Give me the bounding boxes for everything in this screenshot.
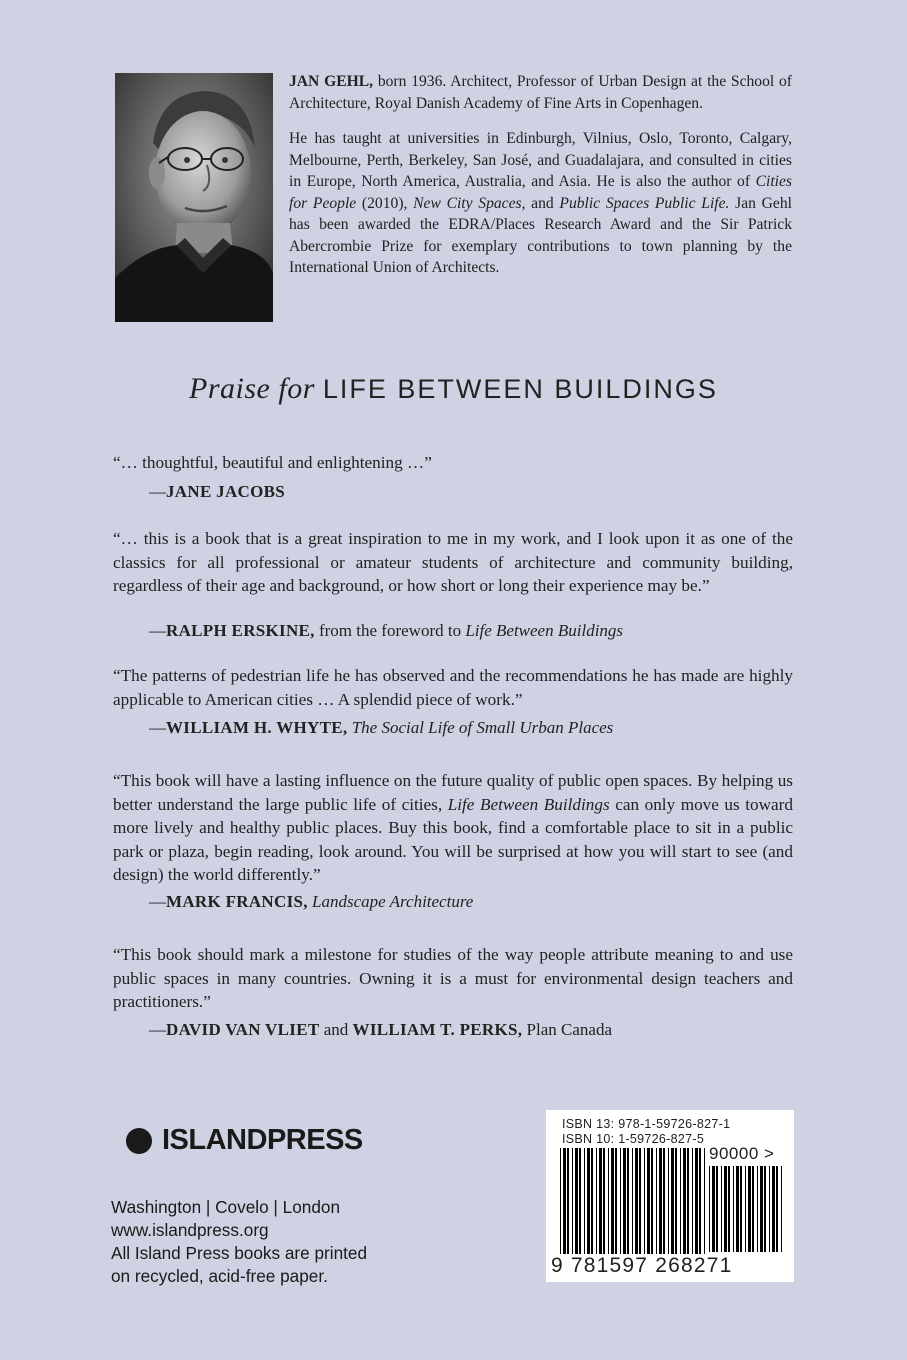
barcode-bar: [745, 1166, 746, 1252]
dash: —: [149, 482, 166, 501]
barcode-bar: [680, 1148, 681, 1254]
bio-text-2: (2010),: [356, 194, 414, 212]
barcode-bar: [587, 1148, 590, 1254]
barcode-bar: [599, 1148, 602, 1254]
publisher-note-1: All Island Press books are printed: [111, 1243, 368, 1263]
attribution-3: [149, 717, 613, 739]
attribution-name: RALPH ERSKINE,: [166, 621, 315, 640]
quote-3: “The patterns of pedestrian life he has observed and the recommendations he has made are highly applicable to American cities … A splendid piece of work.”: [113, 666, 793, 709]
barcode-bar: [584, 1148, 585, 1254]
attribution-source-title: Life Between Buildings: [465, 621, 624, 640]
attribution-name: MARK FRANCIS,: [166, 892, 308, 911]
attribution-source-title: The Social Life of Small Urban Places: [351, 718, 614, 737]
dash: —: [149, 621, 166, 640]
barcode-bar: [764, 1166, 766, 1252]
barcode-bar: [724, 1166, 727, 1252]
dash: —: [149, 718, 166, 737]
publisher-website: www.islandpress.org: [111, 1220, 269, 1240]
bio-intro: [289, 71, 792, 114]
quote-2: “… this is a book that is a great inspiration to me in my work, and I look upon it as one of the classics for all professional or amateur students of architecture and community building, regardless of their age and background, or how short or long their experience may be.”: [113, 529, 793, 595]
bio-text-3: and: [525, 194, 560, 212]
barcode-bar: [615, 1148, 617, 1254]
quote-1: “… thoughtful, beautiful and enlightening …”: [113, 453, 432, 472]
barcode-bar: [692, 1148, 693, 1254]
quote-5: “This book should mark a milestone for studies of the way people attribute meaning to and use public spaces in many countries. Owning it is a must for environmental design teachers and practitioners.”: [113, 945, 793, 1011]
barcode-bar: [560, 1148, 561, 1254]
barcode-bar: [644, 1148, 645, 1254]
bio-text-4: Jan Gehl has been awarded the EDRA/Places Research Award and the Sir Patrick Abercrombie Prize for exemplary contributions to town planning by the International Union of Architects.: [289, 194, 792, 276]
publisher-locations: Washington | Covelo | London: [111, 1197, 341, 1217]
bio-intro-text: born 1936. Architect, Professor of Urban Design at the School of Architecture, Royal Danish Academy of Fine Arts in Copenhagen.: [289, 73, 792, 112]
barcode-bar: [752, 1166, 754, 1252]
barcode-bar: [647, 1148, 650, 1254]
attribution-name: WILLIAM H. WHYTE,: [166, 718, 348, 737]
bio-details: [289, 128, 792, 279]
barcode-bar: [721, 1166, 722, 1252]
book-title-1: Cities for People: [289, 173, 792, 212]
ean-digits: 9 781597 268271: [551, 1254, 733, 1277]
barcode-bar: [736, 1166, 739, 1252]
author-bio: [289, 71, 792, 293]
barcode-bar: [671, 1148, 674, 1254]
attribution-source: Plan Canada: [522, 1020, 612, 1039]
barcode-bar: [728, 1166, 730, 1252]
attribution-1: [149, 481, 285, 503]
bio-text-1: He has taught at universities in Edinburgh, Vilnius, Oslo, Toronto, Calgary, Melbourne, Perth, Berkeley, San José, and Guadalajara, and consulted in cities in Europe, North America, Australia, and Asia. He is also the author of: [289, 130, 792, 190]
barcode-bar: [567, 1148, 569, 1254]
barcode-bar: [683, 1148, 686, 1254]
barcode-bar: [712, 1166, 715, 1252]
barcode-bar: [776, 1166, 778, 1252]
barcode-bar: [748, 1166, 751, 1252]
barcode-bar: [772, 1166, 775, 1252]
barcode-bar: [579, 1148, 581, 1254]
addon-barcode-bars: [709, 1166, 785, 1254]
barcode-bar: [675, 1148, 677, 1254]
barcode-bar: [709, 1166, 710, 1252]
isbn-10: ISBN 10: 1-59726-827-5: [562, 1132, 705, 1146]
barcode-bar: [687, 1148, 689, 1254]
attribution-name: JANE JACOBS: [166, 482, 286, 501]
barcode-bar: [656, 1148, 657, 1254]
barcode-bar: [663, 1148, 665, 1254]
barcode-bar: [608, 1148, 609, 1254]
quote-book-title: Life Between Buildings: [447, 794, 610, 814]
dash: —: [149, 1020, 166, 1039]
barcode-bar: [635, 1148, 638, 1254]
price-code: 90000 >: [709, 1144, 775, 1163]
barcode-bar: [716, 1166, 718, 1252]
dash: —: [149, 892, 166, 911]
barcode-bar: [639, 1148, 641, 1254]
island-press-wordmark: ISLANDPRESS: [162, 1124, 363, 1156]
barcode-bar: [611, 1148, 614, 1254]
quote-text: “This book will have a lasting influence on the future quality of public open spaces. By helping us better understand the large public life of cities,: [113, 771, 793, 814]
attribution-source-title: Landscape Architecture: [312, 892, 474, 911]
barcode-bar: [659, 1148, 662, 1254]
isbn-barcode: [546, 1110, 794, 1282]
barcode-bar: [781, 1166, 782, 1252]
isbn-13: ISBN 13: 978-1-59726-827-1: [562, 1117, 731, 1131]
barcode-bar: [740, 1166, 742, 1252]
barcode-bar: [632, 1148, 633, 1254]
barcode-bar: [623, 1148, 626, 1254]
barcode-bar: [695, 1148, 698, 1254]
barcode-bar: [575, 1148, 578, 1254]
attribution-name: WILLIAM T. PERKS,: [352, 1020, 523, 1039]
publisher-note-2: on recycled, acid-free paper.: [111, 1266, 328, 1286]
book-title-2: New City Spaces,: [413, 194, 526, 212]
barcode-bar: [596, 1148, 597, 1254]
attribution-4: [149, 891, 473, 913]
barcode-bar: [563, 1148, 566, 1254]
barcode-bar: [651, 1148, 653, 1254]
barcode-bar: [572, 1148, 573, 1254]
barcode-bar: [769, 1166, 770, 1252]
attribution-source: from the foreword to: [314, 621, 466, 640]
author-photo: [115, 73, 273, 322]
quote-4: [113, 769, 793, 887]
barcode-bar: [591, 1148, 593, 1254]
barcode-bar: [603, 1148, 605, 1254]
barcode-bar: [760, 1166, 763, 1252]
attribution-name: DAVID VAN VLIET: [166, 1020, 320, 1039]
publisher-info: [111, 1196, 367, 1288]
barcode-bar: [699, 1148, 701, 1254]
barcode-bar: [704, 1148, 705, 1254]
barcode-bar: [620, 1148, 621, 1254]
barcode-bar: [733, 1166, 734, 1252]
attribution-2: [149, 620, 623, 642]
attribution-joiner: and: [319, 1020, 353, 1039]
author-name: JAN GEHL,: [289, 73, 374, 90]
island-press-logo-icon: [112, 1114, 162, 1168]
praise-heading: [0, 372, 907, 406]
barcode-bar: [627, 1148, 629, 1254]
praise-book-title: LIFE BETWEEN BUILDINGS: [322, 374, 718, 404]
attribution-5: [149, 1019, 612, 1041]
barcode-bar: [668, 1148, 669, 1254]
barcode-bars: [560, 1148, 708, 1256]
book-title-3: Public Spaces Public Life.: [559, 194, 730, 212]
quote-text: can only move us toward more lively and healthy public places. Buy this book, find a comfortable place to sit in a public park or plaza, begin reading, look around. You will be surprised at how you will start to see (and design) the world differently.”: [113, 794, 793, 884]
praise-prefix: Praise for: [189, 372, 315, 405]
barcode-bar: [757, 1166, 758, 1252]
